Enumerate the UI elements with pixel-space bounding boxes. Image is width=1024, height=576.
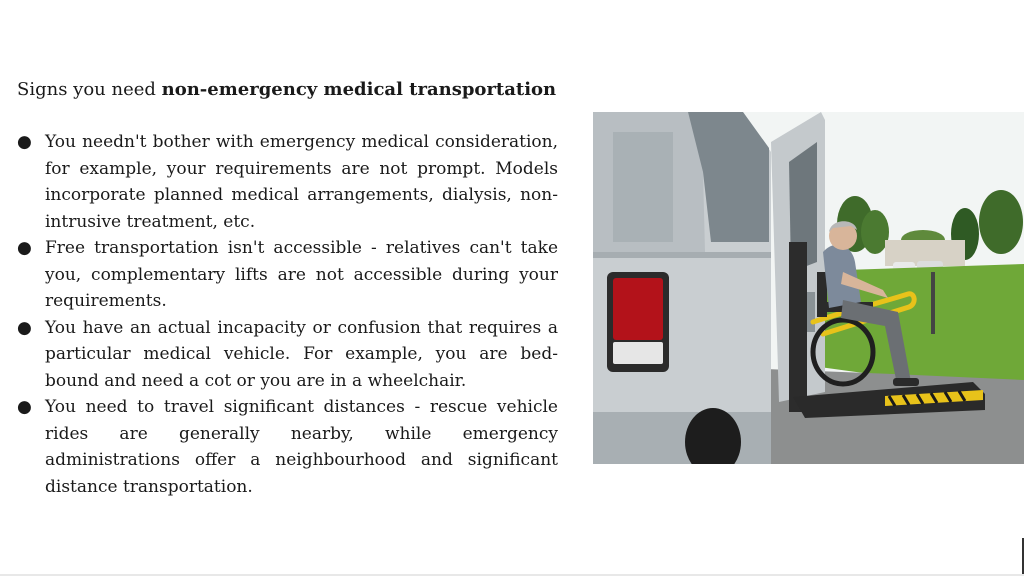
bullet-dot: ●: [17, 132, 32, 152]
reverse-light: [613, 342, 663, 364]
slide-title: [17, 77, 556, 103]
title-prefix: Signs you need: [17, 79, 162, 100]
bullet-list: [17, 129, 558, 500]
bullet-item: [17, 315, 558, 395]
bullet-item: [17, 235, 558, 315]
bullet-dot: ●: [17, 317, 32, 338]
bullet-text: You have an actual incapacity or confusion that requires a particular medical vehicle. For example, you are bed-bound and need a cot or you are in a wheelchair.: [45, 317, 558, 391]
bullet-item: [17, 129, 558, 235]
bullet-text: Free transportation isn't accessible - relatives can't take you, complementary lifts are not accessible during your requirements.: [45, 238, 558, 311]
wheelchair-van-photo: [593, 112, 1024, 464]
bullet-text: You needn't bother with emergency medical consideration, for example, your requirements are not prompt. Models incorporate planned medical arrangements, dialysis, non-intrusive treatment, etc.: [45, 132, 558, 232]
van: [593, 112, 771, 464]
bullet-dot: ●: [17, 238, 32, 258]
lift-post: [789, 242, 807, 412]
title-emphasis: non-emergency medical transportation: [161, 79, 557, 100]
bullet-item: [17, 394, 558, 500]
bullet-text: You need to travel significant distances - rescue vehicle rides are generally nearby, while emergency administrations offer a neighbourhood and significant distance transportation.: [45, 397, 558, 497]
bullet-dot: ●: [17, 397, 32, 417]
wheelchair-van-illustration: [593, 112, 1024, 464]
taillight: [613, 278, 663, 340]
